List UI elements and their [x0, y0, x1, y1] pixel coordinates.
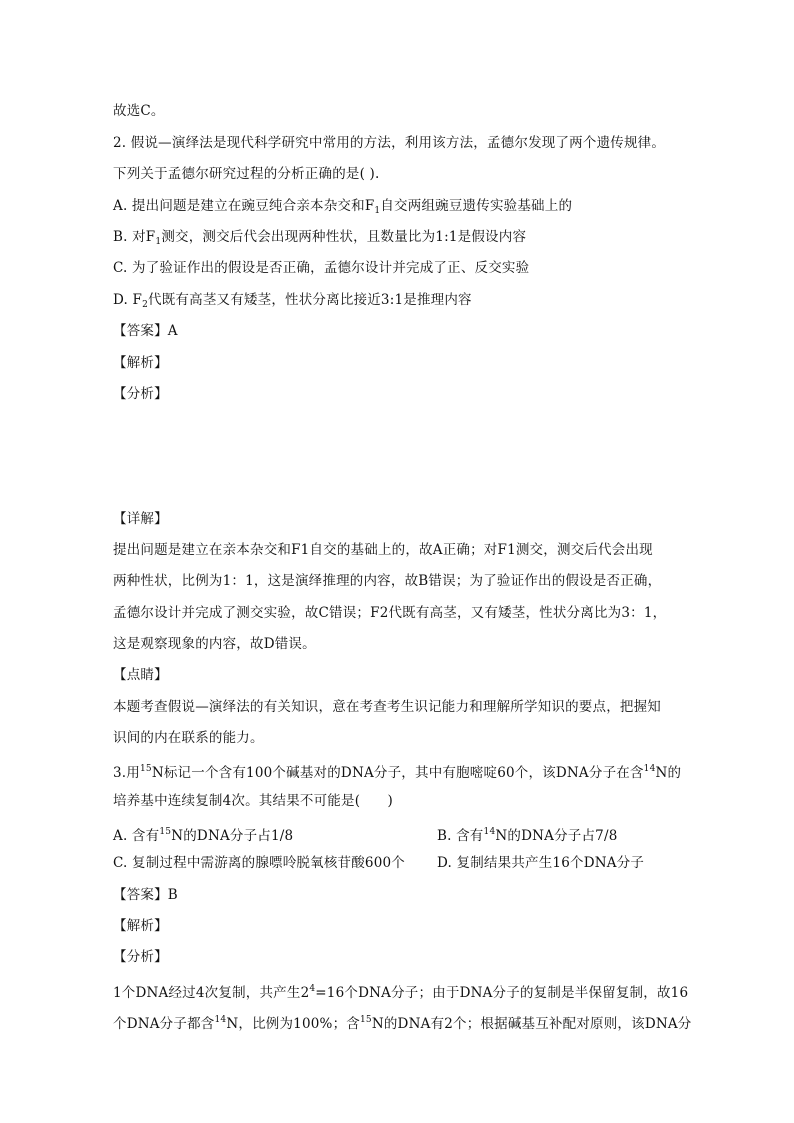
q2-stem-line1: 2. 假说—演绎法是现代科学研究中常用的方法，利用该方法，孟德尔发现了两个遗传规律。 — [113, 135, 666, 151]
q2-xiangjie-heading: 【详解】 — [113, 511, 168, 527]
q2-detail-line: 这是观察现象的内容，故D错误。 — [113, 636, 316, 652]
q3-analysis-line1: 1个DNA经过4次复制，共产生$2^4=16$个DNA分子；由于DNA分子的复制是半保留复制，故16 — [113, 984, 689, 1001]
q2-detail-line: 两种性状，比例为1：1，这是演绎推理的内容，故B错误；为了验证作出的假设是否正确， — [113, 573, 662, 589]
q2-stem-line2: 下列关于孟德尔研究过程的分析正确的是( ). — [113, 166, 380, 182]
q2-detail-line: 提出问题是建立在亲本杂交和F1自交的基础上的，故A正确；对F1测交，测交后代会出现 — [113, 542, 653, 558]
q2-option-c: C. 为了验证作出的假设是否正确，孟德尔设计并完成了正、反交实验 — [113, 260, 530, 276]
q3-answer: 【答案】B — [113, 887, 178, 903]
q3-option-a: A. 含有$^{15}$N的DNA分子占1/8 — [113, 827, 294, 844]
q3-stem-line2: 培养基中连续复制4次。其结果不可能是( ) — [113, 793, 394, 809]
q3-fenxi-heading: 【分析】 — [113, 949, 168, 965]
q3-option-d: D. 复制结果共产生16个DNA分子 — [437, 855, 645, 871]
q2-option-a: A. 提出问题是建立在豌豆纯合亲本杂交和$F_1$自交两组豌豆遗传实验基础上的 — [113, 198, 573, 216]
conclusion-text: 故选C。 — [113, 103, 165, 119]
q2-comment-line: 识间的内在联系的能力。 — [113, 730, 264, 746]
q3-option-c: C. 复制过程中需游离的腺嘌呤脱氧核苷酸600个 — [113, 855, 405, 871]
q2-option-b: B. 对$F_1$测交，测交后代会出现两种性状，且数量比为1:1是假设内容 — [113, 229, 527, 247]
q2-jiexi-heading: 【解析】 — [113, 355, 168, 371]
q3-analysis-line2: 个DNA分子都含$^{14}$N，比例为100%；含$^{15}$N的DNA有2个；根据碱基互补配对原则，该DNA分 — [113, 1015, 692, 1032]
q2-detail-line: 孟德尔设计并完成了测交实验，故C错误；F2代既有高茎，又有矮茎，性状分离比为3：1， — [113, 605, 667, 621]
q3-stem-line1: 3.用$^{15}$N标记一个含有100个碱基对的DNA分子，其中有胞嘧啶60个，该DNA分子在含$^{14}$N的 — [113, 764, 682, 781]
q2-fenxi-heading: 【分析】 — [113, 386, 168, 402]
q2-dianjing-heading: 【点睛】 — [113, 667, 168, 683]
q2-option-d: D. $F_2$代既有高茎又有矮茎，性状分离比接近3:1是推理内容 — [113, 292, 472, 310]
q3-option-b: B. 含有$^{14}$N的DNA分子占7/8 — [437, 827, 618, 844]
q2-comment-line: 本题考查假说—演绎法的有关知识，意在考查考生识记能力和理解所学知识的要点，把握知 — [113, 699, 661, 715]
q3-jiexi-heading: 【解析】 — [113, 918, 168, 934]
q2-answer: 【答案】A — [113, 323, 178, 339]
